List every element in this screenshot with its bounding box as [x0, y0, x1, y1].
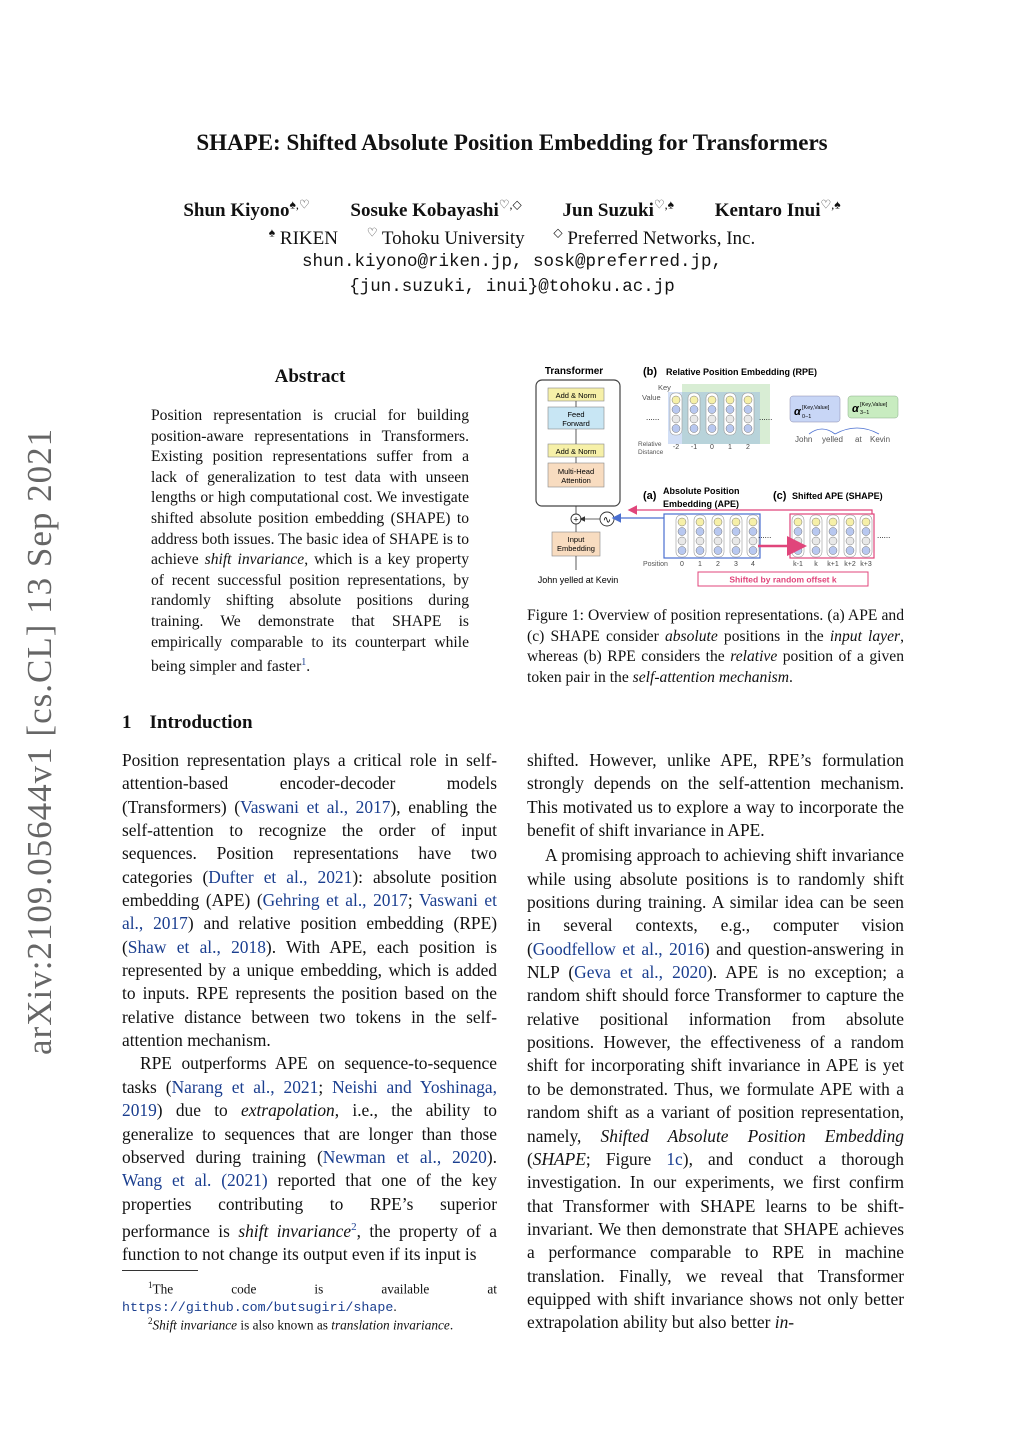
citation-wang[interactable]: Wang et al. (2021) — [122, 1170, 268, 1191]
svg-text:Relative: Relative — [638, 441, 662, 448]
citation-goodfellow[interactable]: Goodfellow et al., 2016 — [532, 938, 704, 959]
svg-text:John: John — [795, 435, 813, 444]
rpe-tick-1: -1 — [690, 444, 698, 451]
svg-text:Distance: Distance — [638, 449, 664, 456]
affiliation-2: ♡ Tohoku University — [366, 226, 525, 250]
svg-text:α: α — [852, 403, 859, 415]
input-sentence: John yelled at Kevin — [537, 575, 619, 585]
author-3: Jun Suzuki♡,♠ — [562, 198, 675, 222]
arxiv-stamp: arXiv:2109.05644v1 [cs.CL] 13 Sep 2021 — [20, 427, 59, 1055]
ape-tick-0: 0 — [680, 561, 684, 568]
svg-text:Forward: Forward — [562, 419, 590, 428]
footnote-2: $^2$Shift invariance is also known as translation invariance. — [148, 1316, 454, 1333]
ape-columns — [676, 515, 759, 557]
svg-text:Embedding: Embedding — [557, 544, 595, 553]
author-list — [0, 198, 1024, 222]
svg-text:at: at — [855, 435, 862, 444]
rpe-column-4 — [742, 393, 754, 435]
citation-vaswani[interactable]: Vaswani et al., 2017 — [240, 796, 391, 817]
svg-text:∿: ∿ — [602, 515, 612, 526]
svg-text:Key: Key — [658, 383, 671, 392]
shape-column-1 — [810, 515, 822, 557]
affiliation-3: ◇ Preferred Networks, Inc. — [553, 226, 756, 250]
shape-columns — [792, 515, 872, 557]
ape-panel-label: (a) — [643, 490, 657, 502]
right-column — [527, 749, 904, 1335]
svg-text:......: ...... — [646, 413, 660, 422]
abstract-heading: Abstract — [274, 366, 346, 387]
email-line-2: {jun.suzuki, inui}@tohoku.ac.jp — [349, 277, 675, 297]
shape-panel-label: (c) — [773, 490, 787, 502]
footnote-ref-1[interactable]: 1 — [301, 657, 307, 669]
svg-text:Add & Norm: Add & Norm — [555, 447, 597, 456]
intro-paragraph-4: A promising approach to achieving shift invariance while using absolute positions is to randomly shift positions during training. A similar idea can be seen in several contexts, e.g., computer vision (Goodfellow et al., 2016) and question-answering in NLP (Geva et al., 2020). APE is no exception; a random shift should force Transformer to capture the relative positional information from absolute positions. However, the effectiveness of a random shift for incorporating shift invariance in APE is yet to be demonstrated. Thus, we formulate APE with a random shift as a variant of position representation, namely, Shifted Absolute Position Embedding (SHAPE; Figure 1c), and conduct a thorough investigation. In our experiments, we first confirm that Transformer with SHAPE learns to be shift-invariant. We then demonstrate that SHAPE achieves a performance comparable to RPE in machine translation. Finally, we reveal that Transformer equipped with shift invariance shows not only better extrapolation ability but also better in- — [527, 845, 904, 1333]
citation-dufter[interactable]: Dufter et al., 2021 — [208, 866, 353, 887]
ape-column-1 — [694, 515, 706, 557]
affiliation-1: ♠ RIKEN — [268, 226, 338, 250]
ape-column-3 — [730, 515, 742, 557]
rpe-column-3 — [724, 393, 736, 435]
svg-text:Multi-Head: Multi-Head — [557, 467, 595, 476]
shape-column-3 — [844, 515, 856, 557]
citation-neishi[interactable]: Neishi and Yoshinaga, 2019 — [122, 1076, 497, 1121]
left-column — [122, 749, 497, 1266]
ape-tick-1: 1 — [698, 561, 702, 568]
svg-text:[Key,Value]: [Key,Value] — [802, 405, 830, 411]
figure-ref-1c[interactable]: 1c — [666, 1148, 683, 1169]
ape-position-ticks — [680, 561, 755, 568]
svg-text:Attention: Attention — [561, 476, 591, 485]
svg-text:yelled: yelled — [822, 435, 843, 444]
svg-text:......: ...... — [759, 413, 773, 422]
rpe-tick-3: 1 — [728, 444, 732, 451]
rpe-tick-0: -2 — [672, 444, 680, 451]
citation-newman[interactable]: Newman et al., 2020 — [322, 1146, 487, 1167]
citation-geva[interactable]: Geva et al., 2020 — [574, 962, 707, 983]
citation-shaw[interactable]: Shaw et al., 2018 — [127, 936, 266, 957]
citation-narang[interactable]: Narang et al., 2021 — [171, 1076, 319, 1097]
shape-title: Shifted APE (SHAPE) — [792, 491, 883, 501]
author-4: Kentaro Inui♡,♠ — [714, 198, 841, 222]
shape-tick-2: k+1 — [827, 561, 839, 568]
citation-vaswani-2[interactable]: Vaswani et al., 2017 — [122, 890, 497, 934]
svg-text:α: α — [794, 406, 801, 418]
code-link[interactable]: https://github.com/butsugiri/shape — [122, 1300, 394, 1316]
intro-paragraph-3: shifted. However, unlike APE, RPE’s formulation strongly depends on the self-attention mechanism. This motivated us to explore a way to incorporate the benefit of shift invariance in APE. — [527, 750, 904, 841]
svg-text:[Key,Value]: [Key,Value] — [860, 402, 888, 408]
svg-text:Position: Position — [643, 561, 668, 568]
author-1: Shun Kiyono♠,♡ — [183, 198, 310, 222]
rpe-words — [795, 435, 890, 444]
rpe-column-2 — [706, 393, 718, 435]
svg-text:Input: Input — [567, 535, 585, 544]
ape-column-2 — [712, 515, 724, 557]
svg-text:+: + — [573, 514, 579, 525]
shape-column-2 — [827, 515, 839, 557]
svg-text:Kevin: Kevin — [870, 435, 891, 444]
shape-tick-3: k+2 — [844, 561, 856, 568]
shape-column-0 — [792, 515, 804, 557]
footnote-1: $^1$The code is available at https://github.com/butsugiri/shape. — [122, 1280, 497, 1316]
rpe-panel-label: (b) — [643, 366, 658, 378]
rpe-column-1 — [688, 393, 700, 435]
svg-text:Value: Value — [642, 393, 661, 402]
ape-column-0 — [676, 515, 688, 557]
footnote-ref-2[interactable]: 2 — [351, 1220, 357, 1233]
shape-tick-4: k+3 — [860, 561, 872, 568]
svg-text:......: ...... — [877, 531, 891, 540]
rpe-relative-ticks — [673, 444, 750, 451]
rpe-tick-2: 0 — [710, 444, 714, 451]
figure-caption: Figure 1: Overview of position representations. (a) APE and (c) SHAPE consider absolute positions in the input layer, whereas (b) RPE considers the relative position of a given token pair in the self-attention mechanism. — [527, 607, 904, 686]
svg-text:Feed: Feed — [567, 410, 585, 419]
ape-title-line-1: Absolute Position — [663, 486, 740, 496]
ape-title-line-2: Embedding (APE) — [663, 499, 739, 509]
svg-text:Add & Norm: Add & Norm — [555, 391, 597, 400]
shape-tick-1: k — [814, 561, 818, 568]
intro-paragraph-2: RPE outperforms APE on sequence-to-sequence tasks (Narang et al., 2021; Neishi and Yoshinaga, 2019) due to extrapolation, i.e., the ability to generalize to sequences that are longer than those observed during training (Newman et al., 2020). Wang et al. (2021) reported that one of the key properties contributing to RPE’s superior performance is shift invariance$^2$, the property of a function to not change its output even if its input is — [122, 1053, 497, 1265]
ape-tick-4: 4 — [751, 561, 755, 568]
rpe-column-0 — [670, 393, 682, 435]
section-heading-introduction: 1 Introduction — [122, 712, 253, 733]
footnote-rule — [122, 1270, 198, 1271]
paper-title: SHAPE: Shifted Absolute Position Embedding for Transformers — [196, 130, 828, 155]
shift-label: Shifted by random offset k — [729, 574, 837, 585]
rpe-vector-group — [668, 384, 773, 444]
figure-1 — [522, 360, 912, 592]
intro-paragraph-1: Position representation plays a critical role in self-attention-based encoder-decoder models (Transformers) (Vaswani et al., 2017), enabling the self-attention to recognize the order of input sequences. Position representations have two categories (Dufter et al., 2021): absolute position embedding (APE) (Gehring et al., 2017; Vaswani et al., 2017) and relative position embedding (RPE) (Shaw et al., 2018). With APE, each position is represented by a unique embedding, which is added to inputs. RPE represents the position based on the relative distance between two tokens in the self-attention mechanism. — [122, 750, 497, 1051]
svg-text:0−1: 0−1 — [802, 414, 812, 420]
affiliation-list — [0, 226, 1024, 250]
svg-text:3−1: 3−1 — [860, 410, 870, 416]
citation-gehring[interactable]: Gehring et al., 2017 — [262, 890, 408, 911]
shape-column-4 — [860, 515, 872, 557]
transformer-label: Transformer — [544, 366, 604, 377]
svg-text:......: ...... — [758, 531, 772, 540]
ape-tick-2: 2 — [716, 561, 720, 568]
abstract-text: Position representation is crucial for building position-aware representations in Transformers. Existing position representations suffer from a lack of generalization to test data with unseen lengths or high computational cost. We investigate shifted absolute position embedding (SHAPE) to address both issues. The basic idea of SHAPE is to achieve shift invariance, which is a key property of recent successful position representations, by randomly shifting absolute positions during training. We demonstrate that SHAPE is empirically comparable to its counterpart while being simpler and faster$^1$. — [151, 407, 469, 676]
rpe-tick-4: 2 — [746, 444, 750, 451]
ape-tick-3: 3 — [734, 561, 738, 568]
shape-position-ticks — [793, 561, 872, 568]
rpe-title: Relative Position Embedding (RPE) — [666, 367, 818, 377]
author-2: Sosuke Kobayashi♡,◇ — [350, 198, 522, 222]
email-line-1: shun.kiyono@riken.jp, sosk@preferred.jp, — [301, 252, 723, 272]
shape-tick-0: k-1 — [793, 561, 803, 568]
